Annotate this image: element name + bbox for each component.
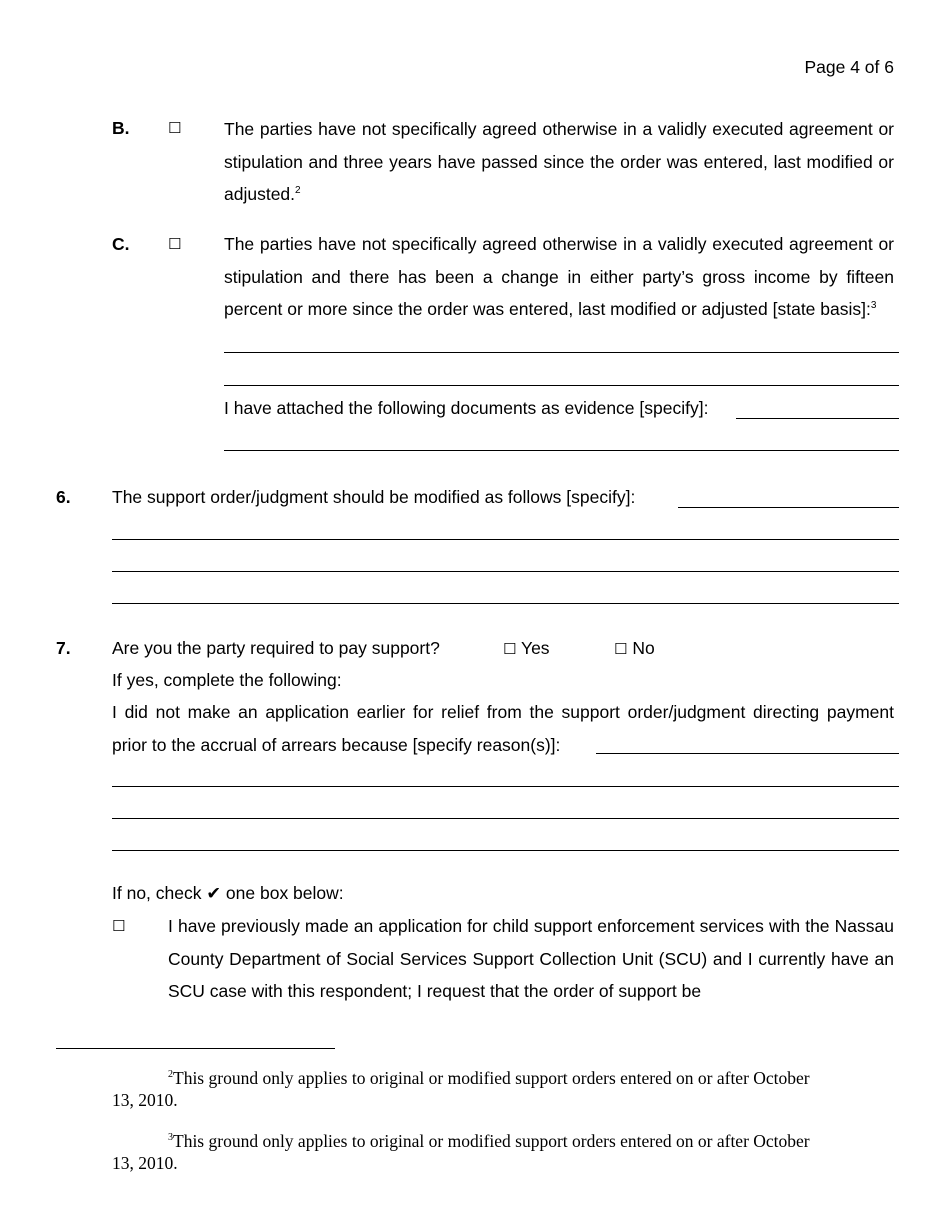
no-label: No: [632, 638, 655, 658]
footnote-3: $^3$This ground only applies to original or modified support orders entered on or after October 13, 2010.: [112, 1131, 810, 1173]
footnote-separator: [56, 1048, 335, 1049]
item-b-text: The parties have not specifically agreed otherwise in a validly executed agreement or stipulation and three years have passed since the order was entered, last modified or adjusted.$^2$: [224, 119, 894, 204]
footnote-2: $^2$This ground only applies to original or modified support orders entered on or after October 13, 2010.: [112, 1068, 810, 1110]
reason-line-2[interactable]: [112, 786, 899, 787]
page-number: Page 4 of 6: [804, 57, 894, 77]
if-no-instruction: If no, check ✔ one box below:: [112, 883, 344, 904]
footnote-ref-2: 2: [295, 185, 301, 196]
reason-line-3[interactable]: [112, 818, 899, 819]
yes-option[interactable]: [503, 638, 550, 659]
modification-line-4[interactable]: [112, 603, 899, 604]
reason-line-4[interactable]: [112, 850, 899, 851]
state-basis-line-1[interactable]: [224, 352, 899, 353]
option-scu-text: I have previously made an application for child support enforcement services with the Nassau County Department of Social Services Support Collection Unit (SCU) and I currently have an SCU case with this respondent; I request that the order of support be: [168, 916, 894, 1001]
if-yes-instruction: If yes, complete the following:: [112, 670, 342, 690]
evidence-label: I have attached the following documents as evidence [specify]:: [224, 398, 709, 418]
footnote-3-number: 3: [168, 1132, 173, 1143]
item-b-label: B.: [112, 118, 130, 138]
item-c-text: The parties have not specifically agreed otherwise in a validly executed agreement or stipulation and there has been a change in either party’s gross income by fifteen percent or more since the order was entered, last modified or adjusted [state basis]:$^3$: [224, 234, 894, 319]
footnote-ref-3: 3: [870, 300, 877, 311]
yes-checkbox[interactable]: ☐: [503, 640, 517, 658]
item-c-label: C.: [112, 234, 130, 254]
checkmark-icon: ✔: [206, 884, 222, 904]
item-7-number: 7.: [56, 638, 71, 658]
state-basis-line-2[interactable]: [224, 385, 899, 386]
no-checkbox[interactable]: ☐: [614, 640, 628, 658]
item-7-question: Are you the party required to pay support?: [112, 638, 440, 658]
modification-line-2[interactable]: [112, 539, 899, 540]
no-option[interactable]: [614, 638, 655, 659]
modification-line-1[interactable]: [678, 507, 899, 508]
evidence-line-1[interactable]: [736, 418, 899, 419]
item-6-number: 6.: [56, 487, 71, 507]
evidence-line-2[interactable]: [224, 450, 899, 451]
item-b-checkbox[interactable]: ☐: [168, 119, 182, 137]
item-6-text: The support order/judgment should be modified as follows [specify]:: [112, 487, 636, 507]
footnote-2-number: 2: [168, 1069, 173, 1080]
reason-text: I did not make an application earlier for relief from the support order/judgment directing payment prior to the accrual of arrears because [specify reason(s)]:: [112, 702, 894, 755]
yes-label: Yes: [521, 638, 550, 658]
option-scu-checkbox[interactable]: ☐: [112, 917, 126, 935]
item-c-checkbox[interactable]: ☐: [168, 235, 182, 253]
modification-line-3[interactable]: [112, 571, 899, 572]
reason-line-1[interactable]: [596, 753, 899, 754]
